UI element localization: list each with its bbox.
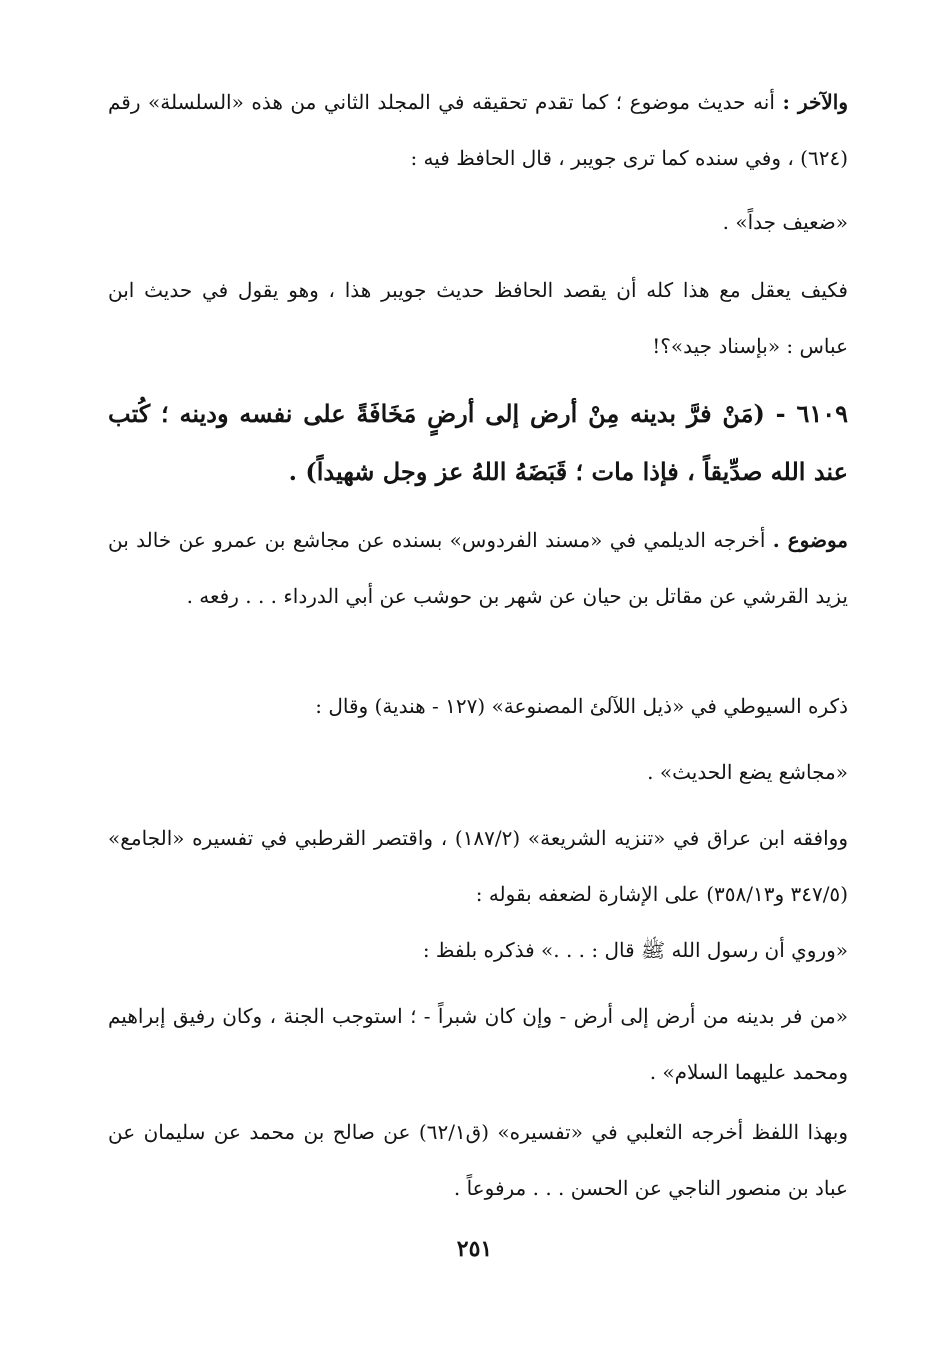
paragraph-thalabi: وبهذا اللفظ أخرجه الثعلبي في «تفسيره» (ق٦٢/١) عن صالح بن محمد عن سليمان عن عباد بن منصور الناجي عن الحسن . . . مرفوعاً . bbox=[108, 1120, 848, 1200]
paragraph-fabricated bbox=[108, 512, 848, 624]
paragraph-text: أنه حديث موضوع ؛ كما تقدم تحقيقه في المجلد الثاني من هذه «السلسلة» رقم (٦٢٤) ، وفي سنده كما ترى جويبر ، قال الحافظ فيه : bbox=[108, 90, 848, 170]
paragraph-other-opinion bbox=[108, 74, 848, 186]
quote-whoever-flees: «من فر بدينه من أرض إلى أرض - وإن كان شبراً - ؛ استوجب الجنة ، وكان رفيق إبراهيم ومحمد عليهما السلام» . bbox=[108, 1004, 848, 1084]
paragraph-how-reason: فكيف يعقل مع هذا كله أن يقصد الحافظ حديث جويبر هذا ، وهو يقول في حديث ابن عباس : «بإسناد جيد»؟! bbox=[108, 278, 848, 358]
paragraph-suyuti: ذكره السيوطي في «ذيل اللآلئ المصنوعة» (١٢٧ - هندية) وقال : bbox=[315, 694, 848, 718]
paragraph-lead: والآخر : bbox=[782, 90, 848, 114]
quote-very-weak: «ضعيف جداً» . bbox=[722, 210, 848, 234]
paragraph-ibn-arraq: ووافقه ابن عراق في «تنزيه الشريعة» (١٨٧/٢) ، واقتصر القرطبي في تفسيره «الجامع» (٣٤٧/٥ و٣٥٨/١٣) على الإشارة لضعفه بقوله : bbox=[108, 826, 848, 906]
hadith-text: ٦١٠٩ - (مَنْ فرَّ بدينه مِنْ أرض إلى أرضٍ مَخَافَةً على نفسه ودينه ؛ كُتب عند الله صدِّيقاً ، فإذا مات ؛ قَبَضَهُ اللهُ عز وجل شهيداً) . bbox=[108, 399, 848, 486]
paragraph-lead: موضوع . bbox=[772, 528, 849, 552]
paragraph-text: أخرجه الديلمي في «مسند الفردوس» بسنده عن مجاشع بن عمرو عن خالد بن يزيد القرشي عن مقاتل بن حيان عن شهر بن حوشب عن أبي الدرداء . . . رفعه . bbox=[108, 528, 848, 608]
page-number: ٢٥١ bbox=[456, 1236, 493, 1262]
paragraph-narrated: «وروي أن رسول الله ﷺ قال : . . .» فذكره بلفظ : bbox=[422, 938, 848, 962]
quote-mujashi: «مجاشع يضع الحديث» . bbox=[647, 760, 848, 784]
